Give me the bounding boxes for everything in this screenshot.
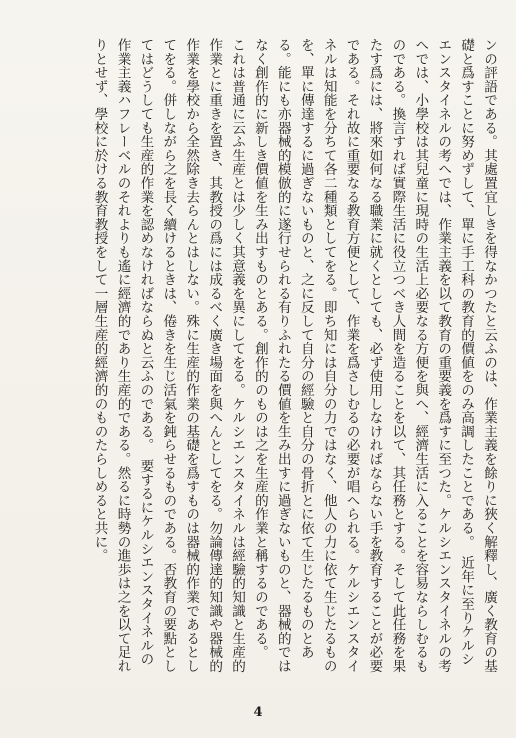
paragraph-3: これは普通に云ふ生産とは少しく其意義を異にしてをる。ケルシエンスタイネルは經驗的知識と生産的作業とに重きを置き、其教授の爲には成るべく廣き場面を與へんとしてをる。勿論傳達的知識や器械的作業を學校から全然除き去らんとはしない。殊に生産的作業の基礎を爲すものは器械的作業であるとしてをる。併しながら之を長く續けるときは、倦きを生じ活氣を鈍らせるものである。否教育の要點としてはどうしても生産的作業を認めなければならぬと云ふのである。 [137, 38, 268, 673]
vertical-text-body [22, 38, 500, 678]
paragraph-1: ンの評語である。其處置宜しきを得なかつたと云ふのは、作業主義を餘りに狹く解釋し、廣く教育の基礎と爲すことに努めずして、單に手工科の教育的價値をのみ高調したことである。 [458, 38, 497, 673]
page-number: 4 [253, 705, 263, 720]
paragraph-2: 近年に至りケルシエンスタイネルの考へでは、作業主義を以て教育の重要義を爲すに至つた。ケルシエンスタイネルの考へでは、小學校は其兒童に現時の生活上必要なる方便を與へ、經濟生活に入ることを容易ならしむるものである。換言すれば實際生活に役立つべき人間を造ることを以て、其任務とする。そして此任務を果たす爲には、將來如何なる職業に就くとしても、必ず使用しなければならない手を教育することが必要である。それ故に重要なる教育方便として、作業を爲さしむるの必要が唱へられる。ケルシエンスタイネルは知能を分ちて各二種類としてをる。即ち知には自分の力ではなく、他人の力に依て生じたるものを、單に傳達するに過ぎないものと、之に反して自分の經驗と自分の骨折とに依て生じたるものとある。能にも亦器械的模倣的に遂行せられる有りふれたる價値を生み出すに過ぎないものと、器械的ではなく創作的に新しき價値を生み出すものとある。創作的のものは之を生産的作業と稱するのである。 [251, 38, 475, 673]
paragraph-4: 要するにケルシエンスタイネルの作業主義ハフレーベルのそれよりも遙に經濟的であり生産的である。然るに時勢の進歩は之を以て足れりとせず、學校に於ける教育教授をして一層生産的經濟的のものたらしめると共に。 [91, 38, 154, 673]
